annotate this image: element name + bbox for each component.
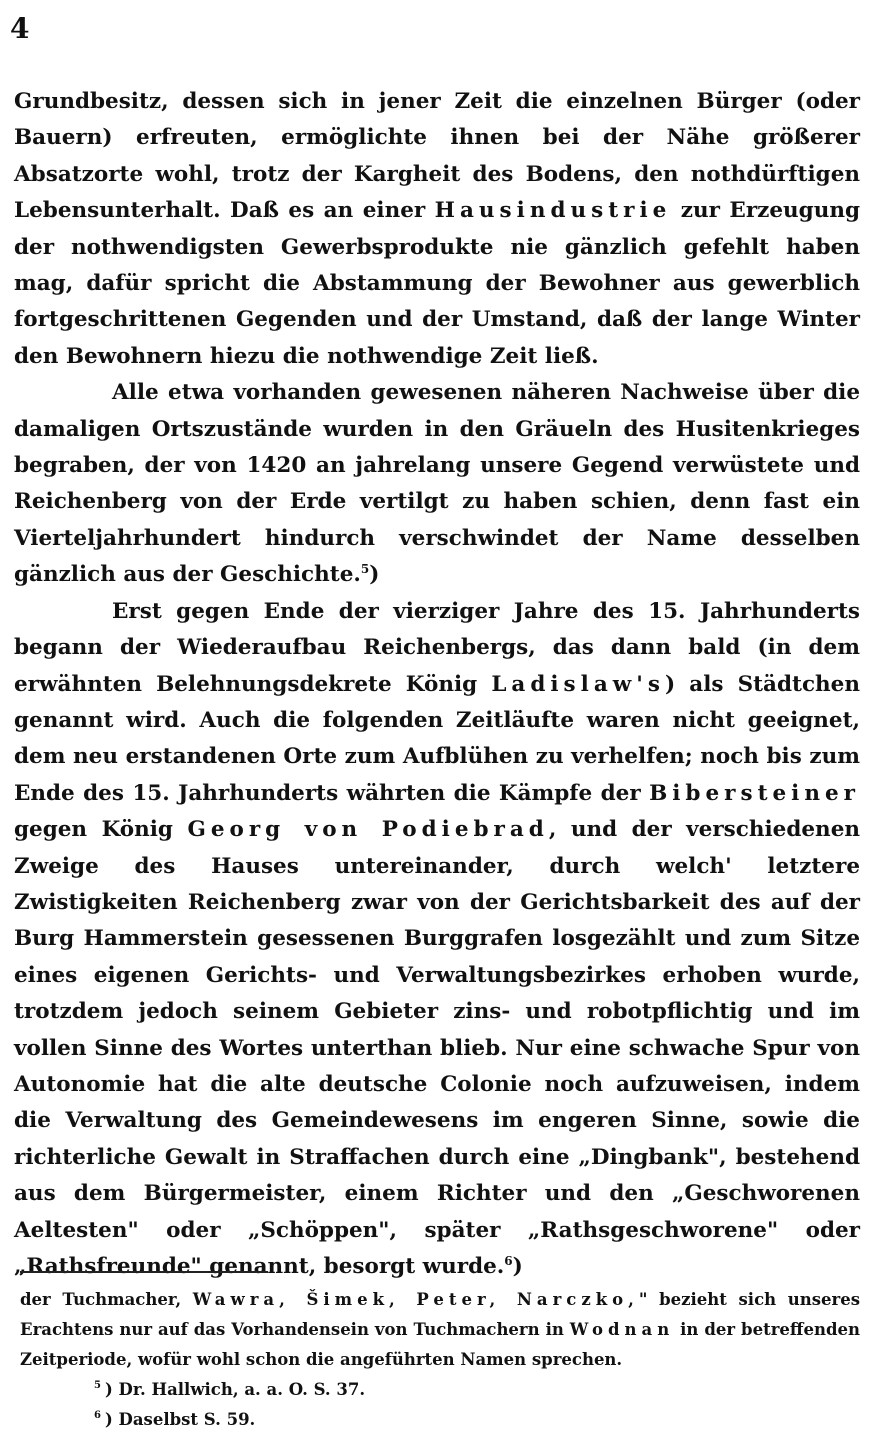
text-run: ) als Städtchen genannt wird. Auch die folgenden Zeitläufte waren nicht geeignet, dem neu erstandenen Orte zum Aufblühen zu verhelfen; noch bis zum Ende des 15. Jahrhunderts währten die Kämpfe der — [14, 671, 860, 806]
footnote-ref: 6 — [504, 1254, 513, 1268]
footnote-continuation — [20, 1285, 860, 1375]
text-run: zur Erzeugung der nothwendigsten Gewerbsprodukte nie gänzlich gefehlt haben mag, dafür spricht die Abstammung der Bewohner aus gewerblich fortgeschrittenen Gegenden und der Umstand, daß der lange Winter den Bewohnern hiezu die nothwendige Zeit ließ. — [14, 198, 860, 369]
footnote-mark-close: ) — [104, 1410, 113, 1429]
footnote-mark: 6 — [94, 1410, 101, 1421]
footnote-divider — [20, 1271, 268, 1273]
paragraph — [14, 84, 860, 375]
text-run: der Tuchmacher, — [20, 1290, 193, 1309]
text-run: in der betreffenden Zeitperiode, wofür wohl schon die angeführten Namen sprechen. — [20, 1320, 860, 1369]
footnotes — [20, 1285, 860, 1435]
main-text — [14, 84, 860, 1285]
text-run: , und der verschiedenen Zweige des Hauses untereinander, durch welch' letztere Zwistigkeiten Reichenberg zwar von der Gerichtsbarkeit des auf der Burg Hammerstein gesessenen Burggrafen losgezählt und zum Sitze eines eigenen Gerichts- und Verwaltungsbezirkes erhoben wurde, trotzdem jedoch seinem Gebieter zins- und robotpflichtig und im vollen Sinne des Wortes unterthan blieb. Nur eine schwache Spur von Autonomie hat die alte deutsche Colonie noch aufzuweisen, indem die Verwaltung des Gemeindewesens im engeren Sinne, sowie die richterliche Gewalt in Straffachen durch eine „Dingbank", bestehend aus dem Bürgermeister, einem Richter und den „Geschworenen Aeltesten" oder „Schöppen", später „Rathsgeschworene" oder „Rathsfreunde" genannt, besorgt wurde. — [14, 817, 860, 1279]
text-run: " bezieht sich unseres Erachtens nur auf das Vorhandensein von Tuchmachern in — [20, 1290, 860, 1339]
spaced-term: Wodnan — [569, 1320, 675, 1339]
text-run: Grundbesitz, dessen sich in jener Zeit die einzelnen Bürger (oder Bauern) erfreuten, ermöglichte ihnen bei der Nähe größerer Absatzorte wohl, trotz der Kargheit des Bodens, den nothdürftigen Lebensunterhalt. Daß es an einer — [14, 89, 860, 224]
footnote-ref-close: ) — [512, 1254, 523, 1279]
spaced-term: Ladislaw's — [491, 671, 665, 697]
footnote-6 — [20, 1405, 860, 1435]
footnote-text: Daselbst S. 59. — [118, 1410, 256, 1429]
page-number: 4 — [10, 12, 30, 45]
footnote-5 — [20, 1375, 860, 1405]
footnote-ref: 5 — [360, 562, 370, 577]
spaced-term: Wawra, Šimek, Peter, Narczko, — [192, 1290, 639, 1309]
paragraph — [14, 375, 860, 593]
spaced-term: Bibersteiner — [649, 780, 860, 806]
footnote-text: Dr. Hallwich, a. a. O. S. 37. — [118, 1380, 366, 1399]
paragraph — [14, 594, 860, 1286]
text-run: gegen König — [14, 817, 188, 843]
spaced-term: Georg von Podiebrad — [187, 817, 549, 843]
footnote-mark-close: ) — [104, 1380, 113, 1399]
footnote-ref-close: ) — [369, 562, 380, 588]
spaced-term: Hausindustrie — [434, 198, 672, 224]
text-run: Erst gegen Ende der vierziger Jahre des 15. Jahrhunderts begann der Wiederaufbau Reichenbergs, das dann bald (in dem erwähnten Belehnungsdekrete König — [14, 598, 860, 697]
text-run: Alle etwa vorhanden gewesenen näheren Nachweise über die damaligen Ortszustände wurden in den Gräueln des Husitenkrieges begraben, der von 1420 an jahrelang unsere Gegend verwüstete und Reichenberg von der Erde vertilgt zu haben schien, denn fast ein Vierteljahrhundert hindurch verschwindet der Name desselben gänzlich aus der Geschichte. — [14, 380, 860, 588]
footnote-mark: 5 — [94, 1380, 101, 1391]
